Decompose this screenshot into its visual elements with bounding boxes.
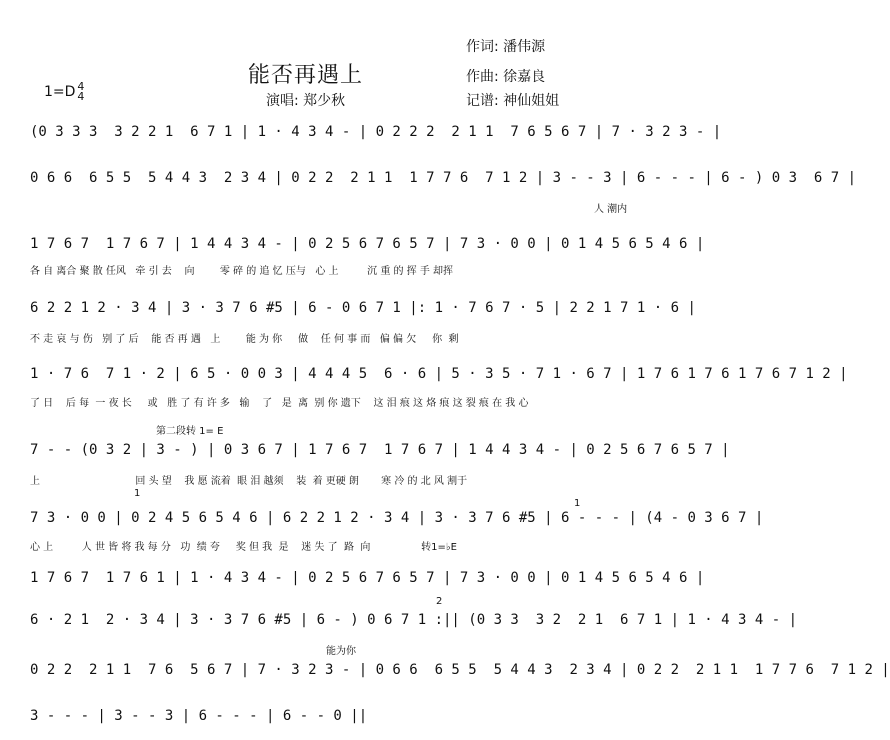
score-row-4-lyrics: 不 走 哀 与 伤 别 了 后 能 否 再 遇 上 能 为 你 做 任 何 事 而 偏 偏 欠 你 剩 [30,334,459,345]
time-numerator: 4 [77,80,85,93]
composer-credit: 作曲: 徐嘉良 [466,69,546,85]
section-two-label: 第二段转 1= E [156,426,224,437]
score-row-2-lyrics: 人 潮内 [594,204,628,215]
score-row-3-notes: 1 7 6 7 1 7 6 7 | 1 4 4 3 4 - | 0 2 5 6 7 6 5 7 | 7 3 · 0 0 | 0 1 4 5 6 5 4 6 | [30,236,705,252]
score-row-11-notes: 3 - - - | 3 - - 3 | 6 - - - | 6 - - 0 || [30,708,368,724]
transcriber-credit: 记谱: 神仙姐姐 [466,93,560,109]
score-row-4-notes: 6 2 2 1 2 · 3 4 | 3 · 3 7 6 #5 | 6 - 0 6 7 1 |: 1 · 7 6 7 · 5 | 2 2 1 7 1 · 6 | [30,300,696,316]
score-row-2-notes: 0 6 6 6 5 5 5 4 4 3 2 3 4 | 0 2 2 2 1 1 1 7 7 6 7 1 2 | 3 - - 3 | 6 - - - | 6 - ) 0 3 6 7 | [30,170,857,186]
singer-credit: 演唱: 郑少秋 [266,93,346,109]
volta-two-number: 2 [436,596,443,607]
score-row-5-notes: 1 · 7 6 7 1 · 2 | 6 5 · 0 0 3 | 4 4 4 5 6 · 6 | 5 · 3 5 · 7 1 · 6 7 | 1 7 6 1 7 6 1 7 6 7 1 2 | [30,366,848,382]
time-denominator: 4 [77,90,85,103]
first-ending-number: 1 [134,488,141,499]
song-title: 能否再遇上 [248,63,364,88]
score-row-1-notes: (0 3 3 3 3 2 2 1 6 7 1 | 1 · 4 3 4 - | 0 2 2 2 2 1 1 7 6 5 6 7 | 7 · 3 2 3 - | [30,124,722,140]
score-row-7-notes: 7 3 · 0 0 | 0 2 4 5 6 5 4 6 | 6 2 2 1 2 · 3 4 | 3 · 3 7 6 #5 | 6 - - - | (4 - 0 3 6 7 | [30,510,764,526]
score-row-10-notes: 0 2 2 2 1 1 7 6 5 6 7 | 7 · 3 2 3 - | 0 6 6 6 5 5 5 4 4 3 2 3 4 | 0 2 2 2 1 1 1 7 7 6 7 1 2 | [30,662,890,678]
score-row-8-notes: 1 7 6 7 1 7 6 1 | 1 · 4 3 4 - | 0 2 5 6 7 6 5 7 | 7 3 · 0 0 | 0 1 4 5 6 5 4 6 | [30,570,705,586]
key-label: 1=D [44,84,76,100]
key-signature [44,82,84,102]
repeat-lyric: 能为你 [326,646,356,657]
score-row-3-lyrics: 各 自 离合 聚 散 任风 牵 引 去 向 零 碎 的 追 忆 压与 心 上 沉 重 的 挥 手 却挥 [30,266,454,277]
score-row-7-lyrics: 心 上 人 世 皆 将 我 每 分 功 绩 夸 奖 但 我 是 迷 失 了 路 向 转1=♭E [30,542,457,553]
lyricist-credit: 作词: 潘伟源 [466,39,546,55]
score-row-6-lyrics: 上 回 头 望 我 愿 流着 眼 泪 越须 装 着 更硬 朗 寒 冷 的 北 风 割于 [30,476,468,487]
score-row-5-lyrics: 了 日 后 每 一 夜 长 或 胜 了 有 许 多 输 了 是 离 别 你 遗下 这 泪 痕 这 烙 痕 这 裂 痕 在 我 心 [30,398,529,409]
score-row-9-notes: 6 · 2 1 2 · 3 4 | 3 · 3 7 6 #5 | 6 - ) 0 6 7 1 :|| (0 3 3 3 2 2 1 6 7 1 | 1 · 4 3 4 - | [30,612,798,628]
time-signature [77,82,84,102]
volta-one-number: 1 [574,498,581,509]
score-row-6-notes: 7 - - (0 3 2 | 3 - ) | 0 3 6 7 | 1 7 6 7 1 7 6 7 | 1 4 4 3 4 - | 0 2 5 6 7 6 5 7 | [30,442,730,458]
